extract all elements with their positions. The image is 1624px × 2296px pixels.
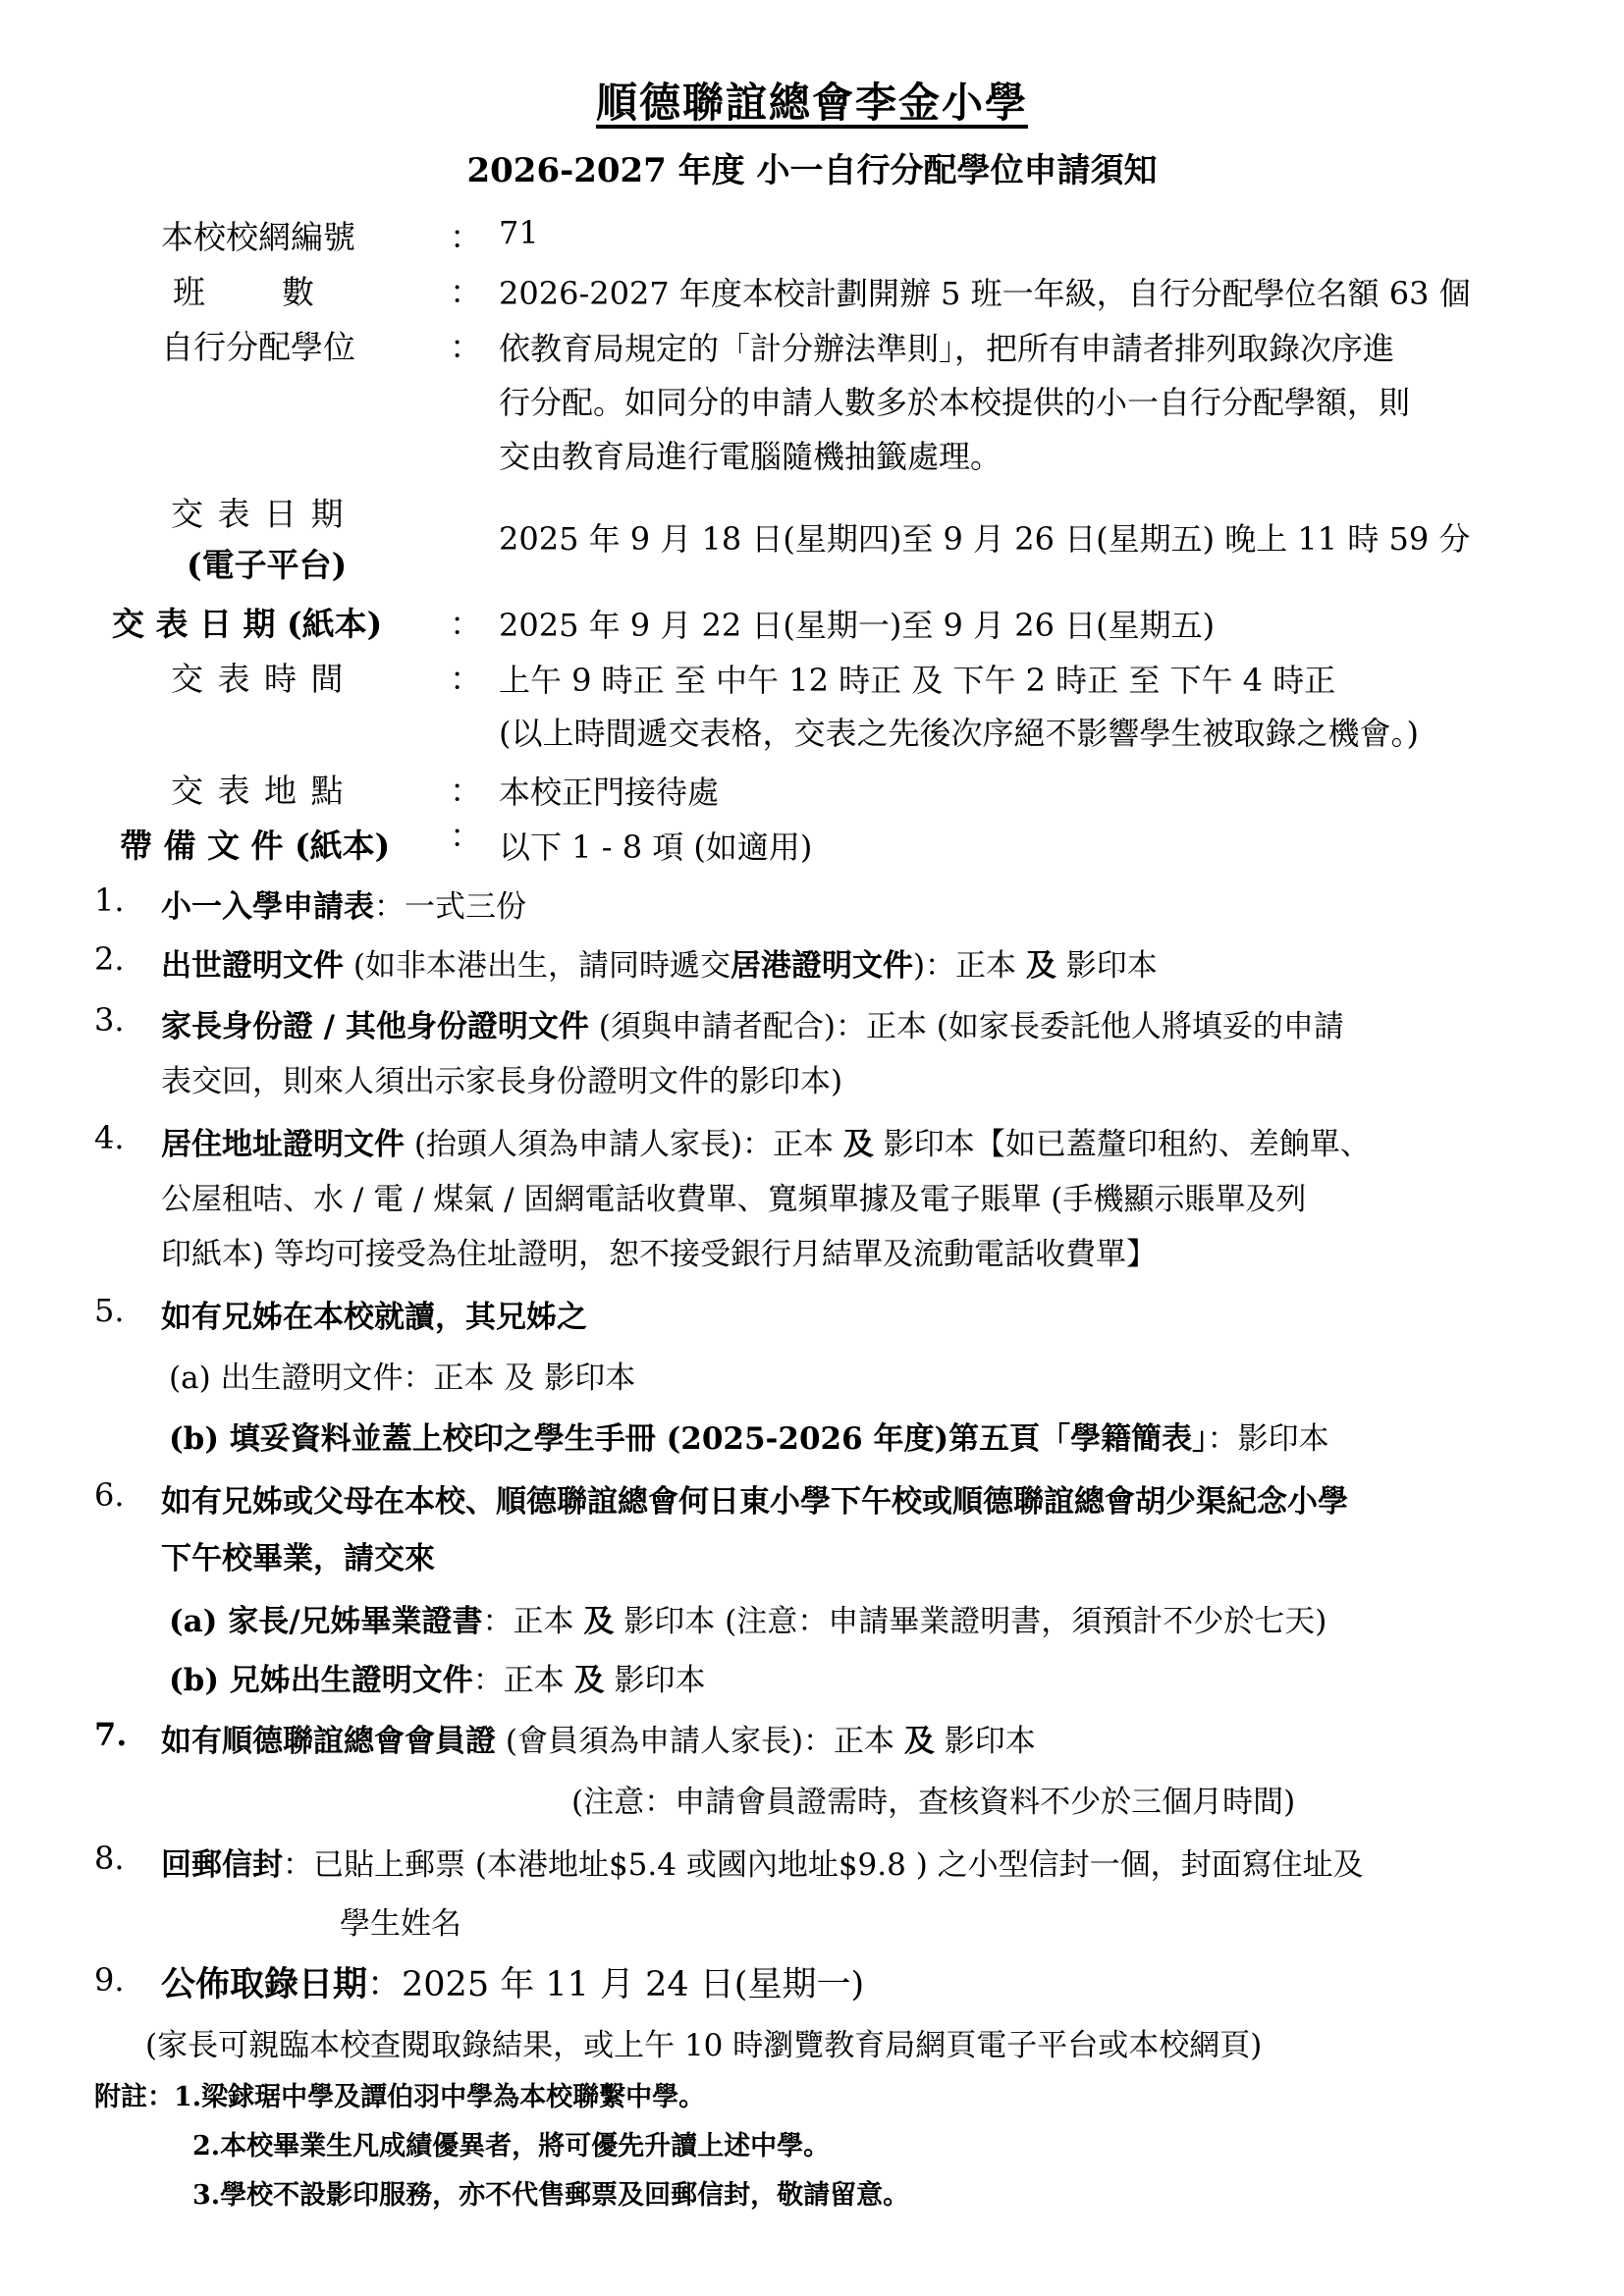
item-title: 出世證明文件 <box>161 948 344 984</box>
item-note: (家長可親臨本校查閱取錄結果，或上午 10 時瀏覽教育局網頁電子平台或本校網頁) <box>145 2028 1263 2063</box>
list-item <box>161 1001 1344 1045</box>
list-item <box>161 1957 864 2006</box>
sub-item-title: (a) 家長/兄姊畢業證書 <box>169 1604 483 1639</box>
classes-value: 2026-2027 年度本校計劃開辦 5 班一年級，自行分配學位名額 63 個 <box>499 275 1471 312</box>
item-detail: ：一式三份 <box>374 889 526 925</box>
item-detail: (抬頭人須為申請人家長)：正本 <box>405 1127 843 1162</box>
sub-item-detail: ：影印本 <box>1207 1421 1329 1457</box>
sub-item <box>169 1655 706 1699</box>
item-detail: ：已貼上郵票 (本港地址$5.4 或國內地址$9.8 ) 之小型信封一個，封面寫住址及 <box>283 1847 1364 1883</box>
item-continuation: 學生姓名 <box>340 1906 461 1942</box>
item-number: 6. <box>94 1476 125 1514</box>
item-title: 如有兄姊或父母在本校、順德聯誼總會何日東小學下午校或順德聯誼總會胡少渠紀念小學 <box>161 1484 1348 1520</box>
colon: ： <box>450 605 482 643</box>
list-item <box>161 1840 1364 1884</box>
classes-label: 班 數 <box>173 273 318 311</box>
online-date-label: 交 表 日 期 <box>171 495 346 533</box>
sub-item-detail: 影印本 <box>604 1663 706 1698</box>
submission-time-note: (以上時間遞交表格，交表之先後次序絕不影響學生被取錄之機會。) <box>499 715 1419 752</box>
item-continuation: 表交回，則來人須出示家長身份證明文件的影印本) <box>161 1064 843 1099</box>
sub-item-detail: ：正本 <box>472 1663 574 1698</box>
item-number: 7. <box>94 1716 128 1753</box>
paper-date-value: 2025 年 9 月 22 日(星期一)至 9 月 26 日(星期五) <box>499 607 1216 644</box>
sub-item <box>169 1414 1329 1458</box>
item-detail: (會員須為申請人家長)：正本 <box>496 1724 904 1759</box>
and-word: 及 <box>573 1663 605 1698</box>
and-word: 及 <box>842 1127 874 1162</box>
item-note: (注意：申請會員證需時，查核資料不少於三個月時間) <box>571 1785 1296 1820</box>
colon: ： <box>450 328 482 366</box>
item-title: 家長身份證 / 其他身份證明文件 <box>161 1009 589 1044</box>
item-number: 8. <box>94 1840 125 1877</box>
venue-value: 本校正門接待處 <box>499 774 720 811</box>
list-item <box>161 940 1158 985</box>
sub-item-title: (b) 填妥資料並蓋上校印之學生手冊 (2025-2026 年度)第五頁「學籍簡表」 <box>169 1421 1208 1457</box>
list-item <box>161 881 526 926</box>
footnote: 附註：1.梁銶琚中學及譚伯羽中學為本校聯繫中學。 <box>94 2082 706 2112</box>
colon: ： <box>450 218 482 256</box>
sub-item-detail: ：正本 <box>482 1604 584 1639</box>
sub-item <box>169 1596 1326 1640</box>
colon: ： <box>450 772 482 810</box>
paper-date-label: 交 表 日 期 (紙本) <box>112 605 383 643</box>
item-title: 小一入學申請表 <box>161 889 374 925</box>
item-number: 5. <box>94 1292 125 1329</box>
and-word: 及 <box>1025 948 1056 984</box>
online-date-value: 2025 年 9 月 18 日(星期四)至 9 月 26 日(星期五) 晚上 11 時 59 分 <box>499 520 1471 558</box>
item-number: 2. <box>94 940 125 978</box>
online-date-sublabel: (電子平台) <box>187 546 348 584</box>
submission-time-value: 上午 9 時正 至 中午 12 時正 及 下午 2 時正 至 下午 4 時正 <box>499 662 1336 699</box>
list-item <box>161 1716 1036 1760</box>
item-title: 如有順德聯誼總會會員證 <box>161 1724 496 1759</box>
item-number: 9. <box>94 1961 125 1999</box>
item-title-continuation: 下午校畢業，請交來 <box>161 1541 435 1576</box>
item-detail: 影印本【如已蓋釐印租約、差餉單、 <box>873 1127 1371 1162</box>
item-continuation: 公屋租咭、水 / 電 / 煤氣 / 固網電話收費單、寬頻單據及電子賬單 (手機顯示賬單及列 <box>161 1182 1307 1217</box>
list-item <box>161 1119 1371 1163</box>
documents-label: 帶 備 文 件 (紙本) <box>120 827 391 865</box>
footnote: 2.本校畢業生凡成績優異者，將可優先升讀上述中學。 <box>192 2131 831 2162</box>
item-detail: (如非本港出生，請同時遞交 <box>344 948 731 984</box>
item-detail: 影印本 <box>934 1724 1036 1759</box>
item-number: 4. <box>94 1119 125 1156</box>
item-detail: (須與申請者配合)：正本 (如家長委託他人將填妥的申請 <box>588 1009 1344 1044</box>
item-detail: ：2025 年 11 月 24 日(星期一) <box>367 1965 865 2004</box>
sub-item-detail: 影印本 (注意：申請畢業證明書，須預計不少於七天) <box>614 1604 1327 1639</box>
school-name-title: 順德聯誼總會李金小學 <box>595 79 1028 127</box>
venue-label: 交 表 地 點 <box>171 772 346 810</box>
item-number: 3. <box>94 1001 125 1039</box>
item-title: 公佈取錄日期 <box>161 1964 368 2004</box>
item-title: 回郵信封 <box>161 1847 283 1883</box>
item-title: 居港證明文件 <box>730 948 913 984</box>
item-detail: )：正本 <box>912 948 1026 984</box>
and-word: 及 <box>903 1724 935 1759</box>
colon: ： <box>450 660 482 698</box>
item-title: 居住地址證明文件 <box>161 1127 405 1162</box>
allocation-label: 自行分配學位 <box>161 328 355 366</box>
item-number: 1. <box>94 881 125 919</box>
item-detail: 影印本 <box>1056 948 1158 984</box>
notice-subtitle: 2026-2027 年度 小一自行分配學位申請須知 <box>466 151 1158 190</box>
submission-time-label: 交 表 時 間 <box>171 660 346 698</box>
item-title: 如有兄姊在本校就讀，其兄姊之 <box>161 1300 587 1335</box>
allocation-text-line: 行分配。如同分的申請人數多於本校提供的小一自行分配學額，則 <box>499 384 1411 421</box>
allocation-text-line: 依教育局規定的「計分辦法準則」，把所有申請者排列取錄次序進 <box>499 330 1395 367</box>
colon: ： <box>450 817 482 855</box>
footnote: 3.學校不設影印服務，亦不代售郵票及回郵信封，敬請留意。 <box>192 2180 910 2211</box>
and-word: 及 <box>583 1604 615 1639</box>
sub-item: (a) 出生證明文件：正本 及 影印本 <box>169 1361 636 1396</box>
allocation-text-line: 交由教育局進行電腦隨機抽籤處理。 <box>499 438 1002 475</box>
school-code-value: 71 <box>499 214 539 251</box>
item-continuation: 印紙本) 等均可接受為住址證明，恕不接受銀行月結單及流動電話收費單】 <box>161 1237 1157 1272</box>
colon: ： <box>450 273 482 311</box>
sub-item-title: (b) 兄姊出生證明文件 <box>169 1663 473 1698</box>
school-code-label: 本校校網編號 <box>161 218 355 256</box>
documents-value: 以下 1 - 8 項 (如適用) <box>499 828 813 866</box>
